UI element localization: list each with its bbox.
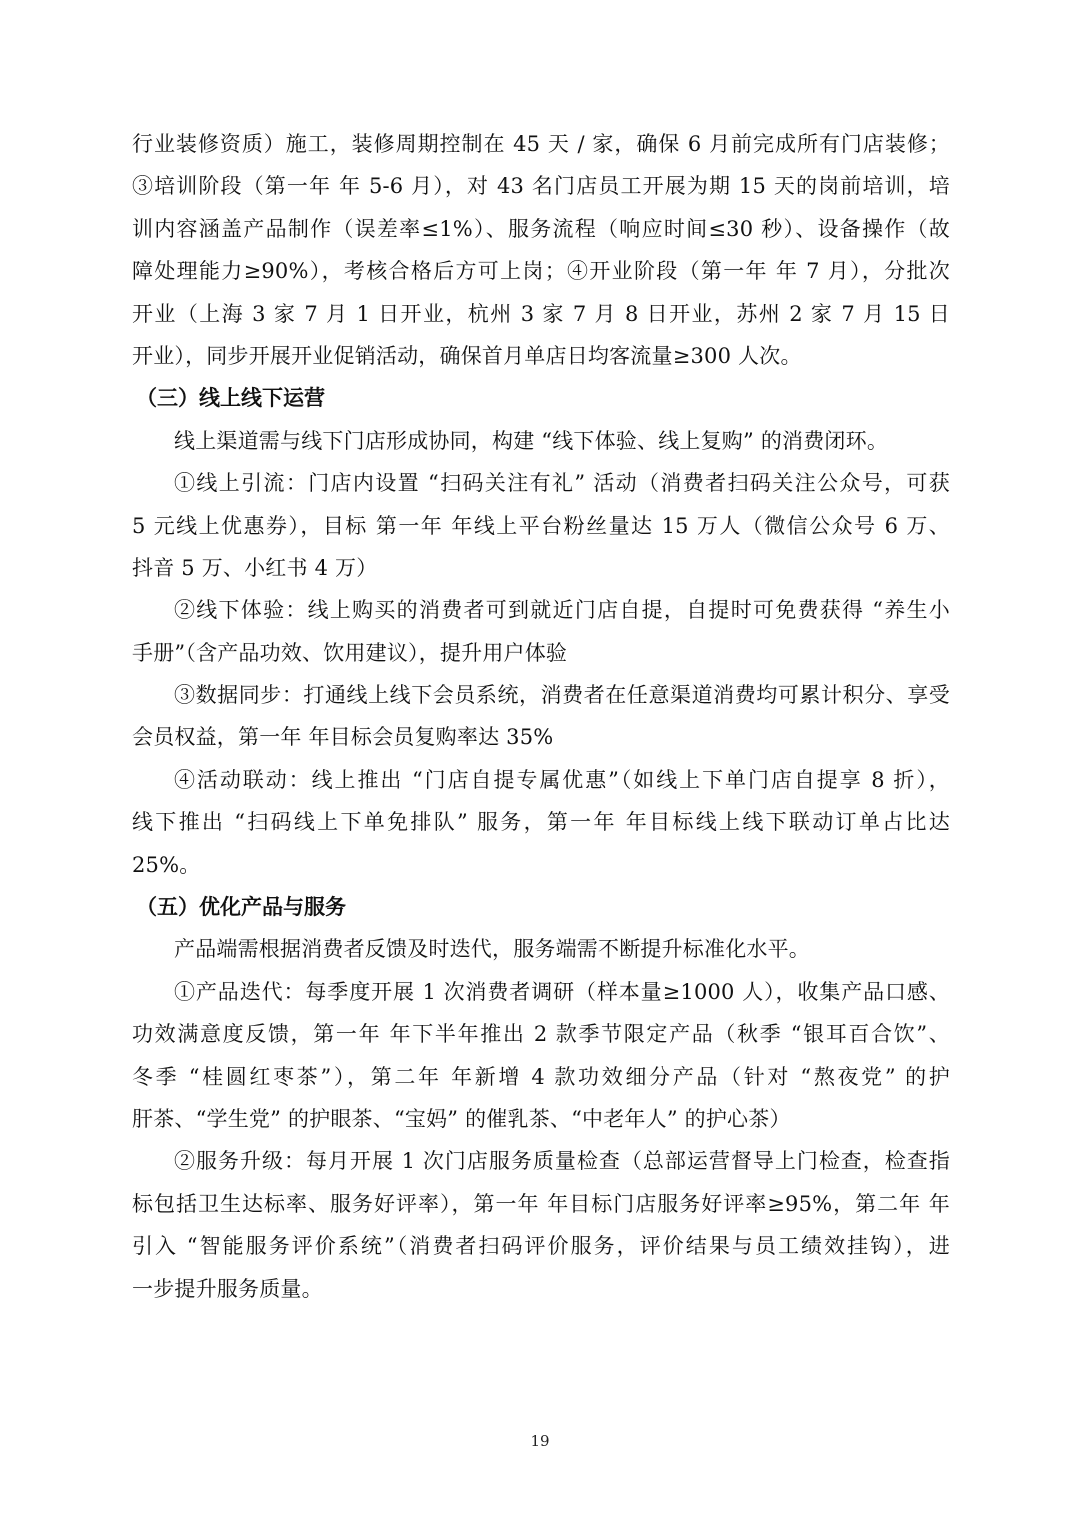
page-number: 19: [530, 1432, 550, 1450]
text-line: 一步提升服务质量。: [132, 1276, 323, 1301]
text-line: ②服务升级：每月开展 1 次门店服务质量检查（总部运营督导上门检查，检查指: [174, 1149, 950, 1174]
paragraph-offline-experience: [132, 589, 950, 674]
text-line: 开业（上海 3 家 7 月 1 日开业，杭州 3 家 7 月 8 日开业，苏州 2 家 7 月 15 日: [132, 301, 950, 326]
text-line: 会员权益，第一年 年目标会员复购率达 35%: [132, 725, 554, 750]
paragraph-online-offline-intro: [132, 420, 950, 462]
text-line: ④活动联动：线上推出 “门店自提专属优惠”（如线上下单门店自提享 8 折），: [174, 767, 950, 792]
paragraph-online-traffic: [132, 462, 950, 589]
text-line: ③数据同步：打通线上线下会员系统，消费者在任意渠道消费均可累计积分、享受: [174, 683, 950, 708]
paragraph-product-iteration: [132, 971, 950, 1141]
text-line: 开业），同步开展开业促销活动，确保首月单店日均客流量≥300 人次。: [132, 343, 802, 368]
paragraph-service-upgrade: [132, 1140, 950, 1310]
paragraph-product-service-intro: [132, 928, 950, 970]
text-line: 线下推出 “扫码线上下单免排队” 服务，第一年 年目标线上线下联动订单占比达: [132, 810, 950, 835]
text-line: 引入 “智能服务评价系统”（消费者扫码评价服务，评价结果与员工绩效挂钩），进: [132, 1234, 950, 1259]
section-heading-product-service: （五）优化产品与服务: [136, 895, 346, 920]
text-line: ③培训阶段（第一年 年 5-6 月），对 43 名门店员工开展为期 15 天的岗前培训，培: [132, 174, 950, 199]
text-line: 功效满意度反馈，第一年 年下半年推出 2 款季节限定产品（秋季 “银耳百合饮”、: [132, 1022, 950, 1047]
page-content: [132, 123, 950, 1310]
text-line: 手册”（含产品功效、饮用建议），提升用户体验: [132, 640, 568, 665]
section-heading-online-offline: （三）线上线下运营: [136, 386, 325, 411]
text-line: 肝茶、“学生党” 的护眼茶、“宝妈” 的催乳茶、“中老年人” 的护心茶）: [132, 1106, 791, 1131]
text-line: 25%。: [132, 852, 201, 877]
paragraph-data-sync: [132, 674, 950, 759]
text-line: 训内容涵盖产品制作（误差率≤1%）、服务流程（响应时间≤30 秒）、设备操作（故: [132, 216, 950, 241]
text-line: ①产品迭代：每季度开展 1 次消费者调研（样本量≥1000 人），收集产品口感、: [174, 979, 950, 1004]
text-line: 抖音 5 万、小红书 4 万）: [132, 555, 378, 580]
paragraph-continuation: [132, 123, 950, 377]
text-line: 行业装修资质）施工，装修周期控制在 45 天 / 家，确保 6 月前完成所有门店装修；: [132, 132, 950, 156]
text-line: ①线上引流：门店内设置 “扫码关注有礼” 活动（消费者扫码关注公众号，可获: [174, 471, 950, 496]
text-line: 产品端需根据消费者反馈及时迭代，服务端需不断提升标准化水平。: [174, 937, 810, 962]
text-line: ②线下体验：线上购买的消费者可到就近门店自提，自提时可免费获得 “养生小: [174, 598, 950, 623]
text-line: 冬季 “桂圆红枣茶”），第二年 年新增 4 款功效细分产品（针对 “熬夜党” 的护: [132, 1064, 950, 1089]
text-line: 线上渠道需与线下门店形成协同，构建 “线下体验、线上复购” 的消费闭环。: [174, 428, 889, 453]
text-line: 标包括卫生达标率、服务好评率），第一年 年目标门店服务好评率≥95%，第二年 年: [132, 1191, 950, 1216]
text-line: 障处理能力≥90%），考核合格后方可上岗；④开业阶段（第一年 年 7 月），分批次: [132, 259, 950, 284]
paragraph-activity-linkage: [132, 759, 950, 886]
text-line: 5 元线上优惠券），目标 第一年 年线上平台粉丝量达 15 万人（微信公众号 6 万、: [132, 513, 950, 538]
